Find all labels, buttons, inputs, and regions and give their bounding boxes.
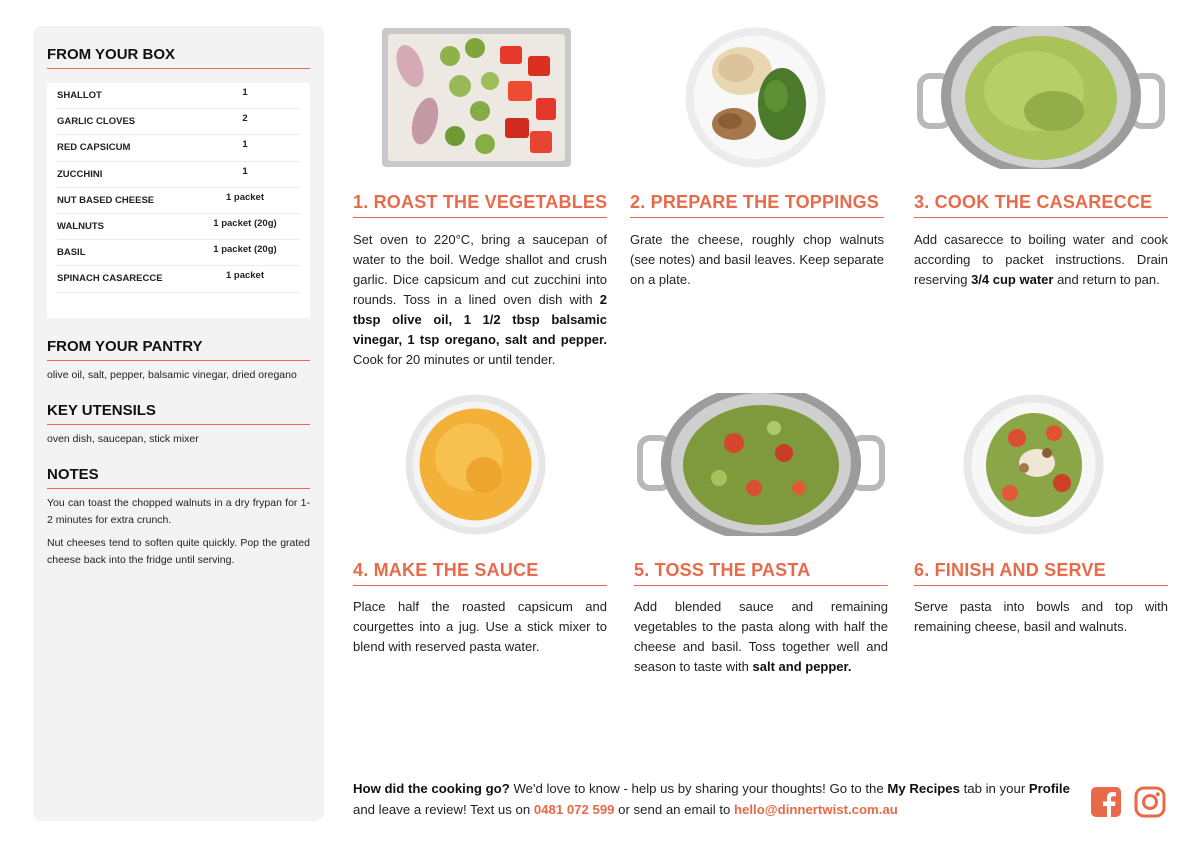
footer-text: Profile xyxy=(1028,781,1070,796)
footer-text: We'd love to know - help us by sharing your thoughts! Go to the xyxy=(509,781,888,796)
footer-text: tab in your xyxy=(959,781,1029,796)
ingredient-qty: 1 packet xyxy=(225,270,264,282)
step-body xyxy=(634,597,888,677)
key-utensils-title: KEY UTENSILS xyxy=(47,402,310,425)
step-body-text: Set oven to 220°C, bring a saucepan of water to the boil. Wedge shallot and crush garlic. Dice capsicum and cut zucchini into rounds. Toss in a lined oven dish with xyxy=(353,232,607,307)
step-title: 6. FINISH AND SERVE xyxy=(914,560,1106,580)
step-body-bold: 2 tbsp olive oil, 1 1/2 tbsp balsamic vinegar, 1 tsp oregano, salt and pepper. xyxy=(353,292,607,347)
ingredient-name: SHALLOT xyxy=(57,90,102,102)
step-body-text: Serve pasta into bowls and top with remaining cheese, basil and walnuts. xyxy=(914,599,1168,634)
ingredient-row xyxy=(57,135,300,161)
step-body-text: Place half the roasted capsicum and courgettes into a jug. Use a stick mixer to blend with reserved pasta water. xyxy=(353,599,607,654)
step-title: 4. MAKE THE SAUCE xyxy=(353,560,539,580)
feedback-footer xyxy=(353,778,1073,820)
step-body xyxy=(630,230,884,290)
ingredient-name: ZUCCHINI xyxy=(57,168,103,180)
ingredient-qty: 1 packet (20g) xyxy=(213,244,277,256)
ingredient-qty: 1 packet (20g) xyxy=(213,218,277,230)
step-title: 1. ROAST THE VEGETABLES xyxy=(353,192,608,212)
from-your-box-title: FROM YOUR BOX xyxy=(47,46,310,69)
ingredient-qty: 2 xyxy=(242,113,248,125)
footer-text: or send an email to xyxy=(614,802,734,817)
utensils-text: oven dish, saucepan, stick mixer xyxy=(47,433,199,445)
ingredient-qty: 1 packet xyxy=(225,191,264,203)
box-ingredients-table xyxy=(47,83,310,318)
pantry-text: olive oil, salt, pepper, balsamic vinegar, dried oregano xyxy=(47,369,297,381)
ingredient-row xyxy=(57,188,300,214)
ingredients-sidebar xyxy=(33,26,324,821)
step-title: 2. PREPARE THE TOPPINGS xyxy=(630,192,879,212)
step-body xyxy=(914,597,1168,637)
step-body-bold: salt and pepper. xyxy=(752,659,852,674)
step-body-text: Cook for 20 minutes or until tender. xyxy=(353,352,556,367)
footer-text: My Recipes xyxy=(887,781,960,796)
step-divider xyxy=(353,585,607,586)
ingredient-qty: 1 xyxy=(242,139,248,151)
ingredient-qty: 1 xyxy=(242,87,248,99)
step-divider xyxy=(634,585,888,586)
step-body-text: and return to pan. xyxy=(1053,272,1160,287)
ingredient-qty: 1 xyxy=(242,165,248,177)
ingredient-row xyxy=(57,214,300,240)
plated-pasta-photo xyxy=(962,393,1105,536)
contact-link[interactable]: 0481 072 599 xyxy=(533,802,615,817)
step-divider xyxy=(914,585,1168,586)
ingredient-name: WALNUTS xyxy=(57,221,104,233)
step-body-text: Grate the cheese, roughly chop walnuts (see notes) and basil leaves. Keep separate on a plate. xyxy=(630,232,884,287)
from-your-pantry-title: FROM YOUR PANTRY xyxy=(47,338,310,361)
step-title: 3. COOK THE CASARECCE xyxy=(914,192,1153,212)
ingredient-name: NUT BASED CHEESE xyxy=(57,194,155,206)
contact-link[interactable]: hello@dinnertwist.com.au xyxy=(734,802,898,817)
ingredient-name: GARLIC CLOVES xyxy=(57,116,136,128)
footer-text: and leave a review! Text us on xyxy=(353,802,534,817)
ingredient-row xyxy=(57,240,300,266)
ingredient-row xyxy=(57,266,300,292)
note-item: Nut cheeses tend to soften quite quickly. Pop the grated cheese back into the fridge until serving. xyxy=(47,537,310,566)
ingredient-row xyxy=(57,83,300,109)
step-body-text: Add blended sauce and remaining vegetables to the pasta along with half the cheese and basil. Toss together well and season to taste with xyxy=(634,599,888,674)
step-divider xyxy=(630,217,884,218)
notes-title: NOTES xyxy=(47,466,310,489)
toppings-plate-photo xyxy=(684,26,827,169)
step-divider xyxy=(914,217,1168,218)
roasted-vegetables-photo xyxy=(380,26,573,169)
ingredient-name: RED CAPSICUM xyxy=(57,142,131,154)
notes-text xyxy=(47,495,310,569)
step-body-bold: 3/4 cup water xyxy=(971,272,1054,287)
step-body xyxy=(914,230,1168,290)
sauce-jug-photo xyxy=(404,393,547,536)
step-body xyxy=(353,597,607,657)
ingredient-name: SPINACH CASARECCE xyxy=(57,273,163,285)
ingredient-row xyxy=(57,162,300,188)
step-divider xyxy=(353,217,607,218)
step-title: 5. TOSS THE PASTA xyxy=(634,560,811,580)
footer-text: How did the cooking go? xyxy=(353,781,510,796)
ingredient-row xyxy=(57,109,300,135)
instagram-icon[interactable] xyxy=(1134,786,1166,818)
facebook-icon[interactable] xyxy=(1090,786,1122,818)
casarecce-pot-photo xyxy=(914,26,1168,169)
note-item: You can toast the chopped walnuts in a dry frypan for 1-2 minutes for extra crunch. xyxy=(47,497,310,526)
tossed-pasta-pot-photo xyxy=(634,393,888,536)
ingredient-name: BASIL xyxy=(57,247,86,259)
step-body-text: Add casarecce to boiling water and cook according to packet instructions. Drain reserving xyxy=(914,232,1168,287)
step-body xyxy=(353,230,607,370)
